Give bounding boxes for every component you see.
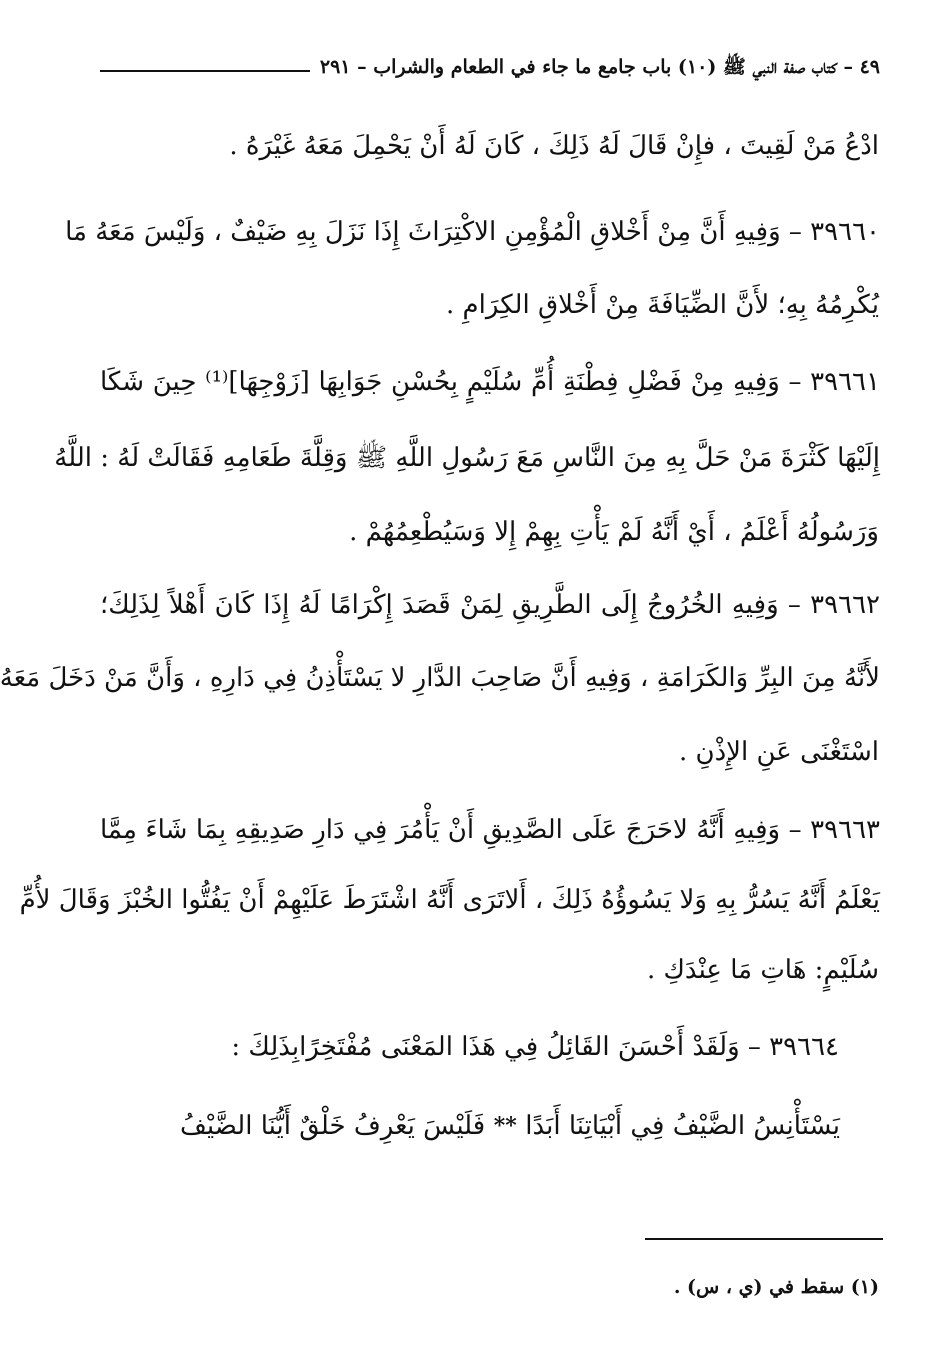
poem-hemistich-first: يَسْتَأْنِسُ الضَّيْفُ فِي أَبْيَاتِنَا أَبَدًا	[525, 1111, 840, 1141]
paragraph-39663-line: ٣٩٦٦٣ – وَفِيهِ أَنَّهُ لاحَرَجَ عَلَى الصَّدِيقِ أَنْ يَأْمُرَ فِي دَارِ صَدِيقِهِ بِمَا شَاءَ مِمَّا	[100, 815, 880, 845]
poem-separator: **	[493, 1113, 517, 1139]
body-line: ادْعُ مَنْ لَقِيتَ ، فإِنْ قَالَ لَهُ ذَلِكَ ، كَانَ لَهُ أَنْ يَحْمِلَ مَعَهُ غَيْرَهُ .	[229, 131, 879, 161]
body-line: لأَنَّهُ مِنَ البِرِّ وَالكَرَامَةِ ، وَفِيهِ أَنَّ صَاحِبَ الدَّارِ لا يَسْتَأْذِنُ فِي دَارِهِ ، وَأَنَّ مَنْ دَخَلَ مَعَهُ	[0, 663, 880, 693]
body-line: إِلَيْهَا كَثْرَةَ مَنْ حَلَّ بِهِ مِنَ النَّاسِ مَعَ رَسُولِ اللَّهِ ﷺ وَقِلَّةَ طَعَامِهِ فَقَالَتْ لَهُ : اللَّهُ	[54, 443, 880, 473]
footnote: (١) سقط في (ي ، س) .	[673, 1276, 879, 1298]
footnote-rule	[645, 1238, 883, 1240]
poem-verse	[180, 1106, 840, 1146]
paragraph-39661-line: ٣٩٦٦١ – وَفِيهِ مِنْ فَضْلِ فِطْنَةِ أُمِّ سُلَيْمٍ بِحُسْنِ جَوَابِهَا [زَوْجِهَا]⁽¹⁾ حِينَ شَكَا	[100, 367, 880, 397]
body-line: يُكْرِمُهُ بِهِ؛ لأَنَّ الضِّيَافَةَ مِنْ أَخْلاقِ الكِرَامِ .	[446, 290, 879, 320]
paragraph-39664-line: ٣٩٦٦٤ – وَلَقَدْ أَحْسَنَ القَائِلُ فِي هَذَا المَعْنَى مُفْتَخِرًابِذَلِكَ :	[231, 1032, 839, 1062]
body-line: سُلَيْمٍ: هَاتِ مَا عِنْدَكِ .	[646, 955, 879, 985]
running-header	[100, 52, 880, 86]
poem-hemistich-second: فَلَيْسَ يَعْرِفُ خَلْقٌ أَيُّنَا الضَّيْفُ	[180, 1111, 486, 1141]
body-line: يَعْلَمُ أَنَّهُ يَسُرُّ بِهِ وَلا يَسُوؤُهُ ذَلِكَ ، أَلاتَرَى أَنَّهُ اشْتَرَطَ عَلَيْهِمْ أَنْ يَفُتُّوا الخُبْزَ وَقَالَ لأُمِّ	[19, 885, 880, 915]
paragraph-39660-line: ٣٩٦٦٠ – وَفِيهِ أَنَّ مِنْ أَخْلاقِ الْمُؤْمِنِ الاكْتِرَاثَ إِذَا نَزَلَ بِهِ ضَيْفٌ ، وَلَيْسَ مَعَهُ مَا	[65, 217, 880, 247]
header-rule	[100, 70, 310, 72]
body-line: وَرَسُولُهُ أَعْلَمُ ، أَيْ أَنَّهُ لَمْ يَأْتِ بِهِمْ إِلا وَسَيُطْعِمُهُمْ .	[349, 517, 879, 547]
running-head-text: ٤٩ – كتاب صفة النبي ﷺ (١٠) باب جامع ما جاء في الطعام والشراب – ٢٩١	[319, 56, 880, 78]
paragraph-39662-line: ٣٩٦٦٢ – وَفِيهِ الخُرُوجُ إِلَى الطَّرِيقِ لِمَنْ قَصَدَ إِكْرَامًا لَهُ إِذَا كَانَ أَهْلاً لِذَلِكَ؛	[100, 590, 880, 620]
body-line: اسْتَغْنَى عَنِ الإِذْنِ .	[678, 737, 879, 767]
